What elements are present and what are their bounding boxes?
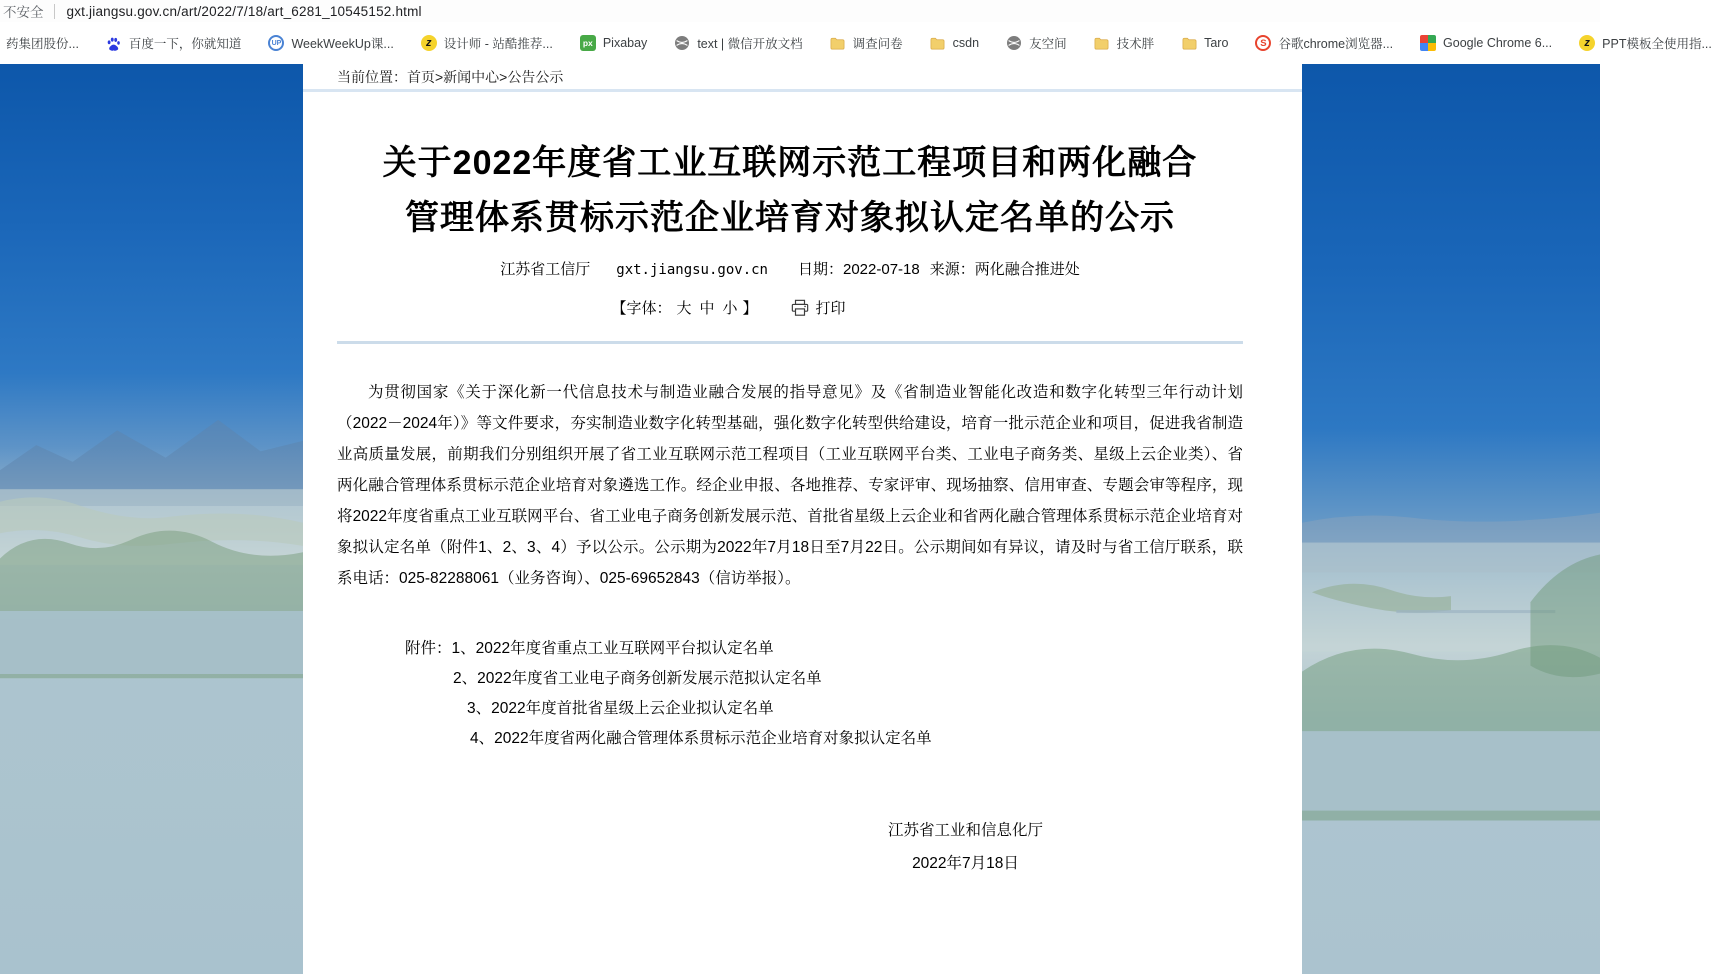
bookmark-item[interactable]: csdn xyxy=(930,35,979,51)
page-title-line2: 管理体系贯标示范企业培育对象拟认定名单的公示 xyxy=(405,199,1175,237)
folder-icon xyxy=(830,35,846,51)
address-url[interactable]: gxt.jiangsu.gov.cn/art/2022/7/18/art_6281_10545152.html xyxy=(66,3,422,19)
attachment-item-2[interactable]: 2、2022年度省工业电子商务创新发展示范拟认定名单 xyxy=(453,670,822,687)
background-left-panel xyxy=(0,64,303,974)
bookmark-item[interactable]: px Pixabay xyxy=(580,35,647,51)
folder-icon xyxy=(930,35,946,51)
printer-icon xyxy=(791,299,809,317)
source-site: gxt.jiangsu.gov.cn xyxy=(616,262,768,278)
article-controls xyxy=(275,297,1181,318)
landscape-right-decoration xyxy=(1302,483,1600,811)
background-right-panel xyxy=(1302,64,1600,974)
print-label: 打印 xyxy=(815,300,846,317)
article-panel xyxy=(303,64,1302,974)
page-title xyxy=(337,136,1243,246)
font-size-medium-button[interactable]: 中 xyxy=(699,300,715,317)
bookmark-item[interactable]: 药集团股份... xyxy=(6,37,79,51)
pixabay-icon: px xyxy=(580,35,596,51)
origin-department: 来源：两化融合推进处 xyxy=(929,261,1080,278)
folder-icon xyxy=(1094,35,1110,51)
bookmark-item[interactable]: text | 微信开放文档 xyxy=(674,34,802,52)
zcool-icon: z xyxy=(1579,35,1595,51)
source-org: 江苏省工信厅 xyxy=(500,261,591,278)
bookmark-item[interactable]: 友空间 xyxy=(1006,34,1067,52)
attachment-item-4[interactable]: 4、2022年度省两化融合管理体系贯标示范企业培育对象拟认定名单 xyxy=(470,730,932,747)
baidu-paw-icon xyxy=(106,35,122,51)
security-chip[interactable]: 不安全 xyxy=(3,5,44,20)
page-viewport xyxy=(0,64,1600,974)
address-separator xyxy=(54,4,55,19)
globe-icon xyxy=(674,35,690,51)
content-divider xyxy=(337,341,1243,344)
bookmark-item[interactable]: 百度一下，你就知道 xyxy=(106,34,242,52)
font-size-label-suffix: 】 xyxy=(742,300,758,317)
bookmark-item[interactable]: Taro xyxy=(1181,35,1228,51)
page-title-line1: 关于2022年度省工业互联网示范工程项目和两化融合 xyxy=(382,144,1198,182)
globe-icon xyxy=(1006,35,1022,51)
s-red-icon: S xyxy=(1255,35,1271,51)
signature-block xyxy=(888,814,1043,880)
article-meta xyxy=(337,258,1243,279)
landscape-left-decoration xyxy=(0,401,303,674)
bookmark-item[interactable]: z 设计师 - 站酷推荐... xyxy=(421,34,553,52)
folder-icon xyxy=(1181,35,1197,51)
breadcrumb-path[interactable]: 首页>新闻中心>公告公示 xyxy=(407,68,564,85)
font-size-large-button[interactable]: 大 xyxy=(676,300,692,317)
bookmarks-bar xyxy=(0,22,1712,64)
attachments-list xyxy=(337,634,1243,754)
signature-org: 江苏省工业和信息化厅 xyxy=(887,822,1043,839)
attachment-item-1[interactable]: 附件：1、2022年度省重点工业互联网平台拟认定名单 xyxy=(405,640,774,657)
bookmark-item[interactable]: Google Chrome 6... xyxy=(1420,35,1552,51)
chrome-logo-icon xyxy=(1420,35,1436,51)
breadcrumb-label: 当前位置： xyxy=(337,68,407,85)
bookmark-item[interactable]: 技术胖 xyxy=(1094,34,1155,52)
publish-date: 日期：2022-07-18 xyxy=(797,261,920,278)
breadcrumb xyxy=(303,64,1302,92)
attachment-item-3[interactable]: 3、2022年度首批省星级上云企业拟认定名单 xyxy=(467,700,774,717)
signature-date: 2022年7月18日 xyxy=(912,855,1019,872)
up-circle-icon: UP xyxy=(268,35,284,51)
address-bar[interactable] xyxy=(0,0,1600,22)
bookmark-item[interactable]: UP WeekWeekUp课... xyxy=(268,34,393,52)
bookmark-item[interactable]: S 谷歌chrome浏览器... xyxy=(1255,34,1393,52)
bookmark-item[interactable]: z PPT模板全使用指... xyxy=(1579,34,1712,52)
font-size-small-button[interactable]: 小 xyxy=(722,300,738,317)
print-button[interactable] xyxy=(791,297,846,318)
bookmark-item[interactable]: 调查问卷 xyxy=(830,34,903,52)
zcool-icon: z xyxy=(421,35,437,51)
attachments-label: 附件： xyxy=(405,640,452,657)
font-size-label: 【字体： xyxy=(611,300,672,317)
article-paragraph: 为贯彻国家《关于深化新一代信息技术与制造业融合发展的指导意见》及《省制造业智能化改造和数字化转型三年行动计划（2022－2024年）》等文件要求，夯实制造业数字化转型基础，强化数字化转型供给建设，培育一批示范企业和项目，促进我省制造业高质量发展，前期我们分别组织开展了省工业互联网示范工程项目（工业互联网平台类、工业电子商务类、星级上云企业类）、省两化融合管理体系贯标示范企业培育对象遴选工作。经企业申报、各地推荐、专家评审、现场抽察、信用审查、专题会审等程序，现将2022年度省重点工业互联网平台、省工业电子商务创新发展示范、首批省星级上云企业和省两化融合管理体系贯标示范企业培育对象拟认定名单（附件1、2、3、4）予以公示。公示期为2022年7月18日至7月22日。公示期间如有异议，请及时与省工信厅联系，联系电话：025-82288061（业务咨询）、025-69652843（信访举报）。 xyxy=(337,384,1243,587)
